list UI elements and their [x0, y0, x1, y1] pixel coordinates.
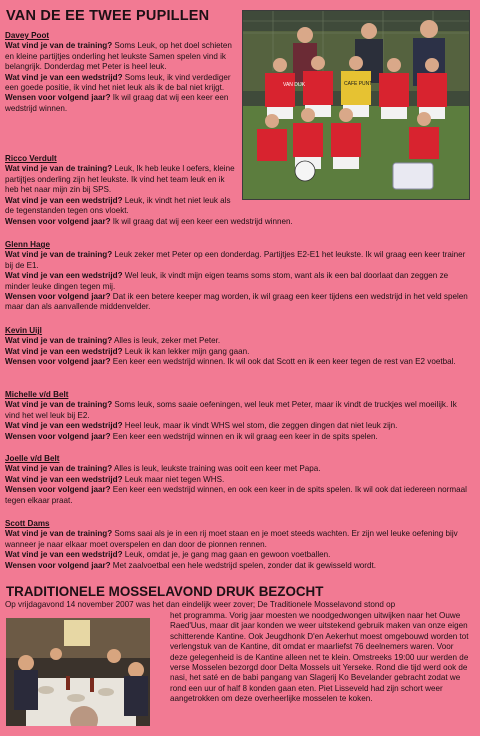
question-match: Wat vind je van een wedstrijd? — [5, 474, 123, 484]
answer-wishes: Ik wil graag dat wij een keer een wedstrijd winnen. — [110, 217, 293, 226]
article-body: het programma. Vorig jaar moesten we noodgedwongen uitwijken naar het Ouwe Raed'Uus, maar dit jaar konden we weer uitstekend gebruik maken van onze eigen schitterende Kantine. Ook Jeugdhonk D'en Aekerhut moest omgebouwd worden tot verlengstuk van de Kantine, dit omdat er maarliefst 76 deelnemers waren. Voor deze gelegenheid is de Kantine alleen net te klein. Omstreeks 19:00 uur werden de verse Mosselen bezorgd door Delta Mossels uit Yerseke. Rond die tijd werd ook de nasi, het saté en de babi pangang van Slagerij Ko Bevelander gebracht zodat we rond een uur of half 8 konden gaan eten. Piet Lisseveld had zijn schort weer aangetrokken om deze overheerlijke mosselen te koken. — [170, 611, 469, 704]
question-wishes: Wensen voor volgend jaar? — [5, 560, 111, 570]
interview-michelle — [5, 390, 471, 442]
question-training: Wat vind je van de training? — [5, 41, 113, 51]
team-photo-illustration — [243, 11, 469, 199]
answer-wishes: Ik wil graag dat wij een keer een wedstrijd winnen. — [5, 93, 229, 113]
interview-name: Michelle v/d Belt — [5, 390, 69, 399]
question-training: Wat vind je van de training? — [5, 400, 113, 410]
interview-kevin — [5, 326, 471, 368]
interview-name: Kevin Uijl — [5, 326, 42, 335]
jersey-text: VAN DIJK — [283, 82, 306, 88]
answer-match: Leuk maar niet tegen WHS. — [122, 474, 225, 484]
question-training: Wat vind je van de training? — [5, 529, 113, 539]
interview-ricco — [5, 154, 237, 216]
answer-training: Alles is leuk, zeker met Peter. — [112, 336, 221, 346]
interview-ricco-wishes — [5, 217, 471, 227]
question-training: Wat vind je van de training? — [5, 336, 113, 346]
sponsor-text: CAFE PUNT — [344, 81, 373, 87]
question-training: Wat vind je van de training? — [5, 164, 113, 174]
answer-training: Leuk, Ik heb leuke l oefers, kleine partijtjes onderling zijn het leukste. Ik vind het team leuk en ik heb het naar mijn zin bij SPS. — [5, 164, 235, 195]
answer-match: Heel leuk, maar ik vindt WHS wel stom, die zeggen dingen dat niet leuk zijn. — [122, 421, 398, 431]
answer-match: Leuk, omdat je, je gang mag gaan en gewoon voetballen. — [122, 550, 331, 560]
interview-name: Joelle v/d Belt — [5, 454, 60, 463]
interview-joelle — [5, 454, 471, 506]
answer-match: Soms leuk, ik vind verdediger een goede positie, ik vind het niet leuk als ik de bal niet krijgt. — [5, 72, 231, 93]
interview-name: Davey Poot — [5, 31, 50, 40]
question-wishes: Wensen voor volgend jaar? — [5, 93, 111, 103]
interview-name: Glenn Hage — [5, 240, 50, 249]
answer-match: Leuk ik kan lekker mijn gang gaan. — [122, 346, 250, 356]
answer-match: Leuk, ik vindt het niet leuk als de tegenstanden tegen ons vloekt. — [5, 195, 231, 216]
article-intro: Op vrijdagavond 14 november 2007 was het dan eindelijk weer zover; De Traditionele Mosselavond stond op — [5, 600, 396, 609]
answer-wishes: Een keer een wedstrijd winnen en ik wil graag een keer in de spits spelen. — [110, 431, 378, 441]
interview-davey — [5, 31, 237, 114]
answer-wishes: Met zaalvoetbal een hele wedstrijd spelen, zonder dat ik gewisseld wordt. — [110, 560, 376, 570]
answer-training: Soms Leuk, op het doel schieten en kleine partijtjes onderling het leukste Samen spelen vind ik belangrijk. Donderdag met Peter is heel leuk. — [5, 41, 232, 72]
question-training: Wat vind je van de training? — [5, 464, 113, 474]
question-training: Wat vind je van de training? — [5, 250, 113, 260]
page-title: VAN DE EE TWEE PUPILLEN — [6, 8, 210, 24]
interview-name: Ricco Verdult — [5, 154, 57, 163]
dinner-photo-illustration — [6, 618, 150, 726]
answer-wishes: Een keer een wedstrijd winnen, en ook een keer in de spits spelen. Ik wil ook dat iedereen normaal tegen elkaar praat. — [5, 485, 467, 505]
answer-wishes: Een keer een wedstrijd winnen. Ik wil ook dat Scott en ik een keer tegen de rest van E2 voetbal. — [110, 357, 456, 367]
interview-scott — [5, 519, 471, 571]
dinner-photo — [6, 618, 150, 726]
question-match: Wat vind je van een wedstrijd? — [5, 195, 123, 205]
answer-training: Leuk zeker met Peter op een donderdag. Partijtjes E2-E1 het leukste. Ik wil graag een keer trainer bij de E1. — [5, 250, 466, 270]
question-wishes: Wensen voor volgend jaar? — [5, 431, 111, 441]
answer-training: Soms leuk, soms saaie oefeningen, wel leuk met Peter, maar ik vindt de truckjes wel moeilijk. Ik vind het wel leuk bij E2. — [5, 400, 457, 420]
answer-match: Wel leuk, ik vindt mijn eigen teams soms stom, want als ik een bal doorlaat dan zeggen ze minder leuke dingen tegen mij. — [5, 271, 449, 291]
interview-name: Scott Dams — [5, 519, 50, 528]
question-wishes: Wensen voor volgend jaar? — [5, 292, 111, 302]
question-match: Wat vind je van een wedstrijd? — [5, 421, 123, 431]
question-match: Wat vind je van een wedstrijd? — [5, 271, 123, 281]
team-photo — [242, 10, 470, 200]
article-title: TRADITIONELE MOSSELAVOND DRUK BEZOCHT — [6, 584, 324, 599]
answer-training: Soms saai als je in een rij moet staan en je moet steeds wachten. Er zijn wel leuke oefening bijv wanneer je naar elkaar moet overspelen en dan door de pionnen rennen. — [5, 529, 458, 549]
question-wishes: Wensen voor volgend jaar? — [5, 357, 111, 367]
answer-wishes: Dat ik een betere keeper mag worden, ik wil graag een keer tijdens een wedstrijd in het veld spelen maar dan als aanvallende middenvelder. — [5, 292, 468, 312]
question-wishes: Wensen voor volgend jaar? — [5, 485, 111, 495]
answer-training: Alles is leuk, leukste training was ooit een keer met Papa. — [112, 464, 321, 474]
question-match: Wat vind je van een wedstrijd? — [5, 550, 123, 560]
interview-glenn — [5, 240, 471, 313]
question-match: Wat vind je van een wedstrijd? — [5, 346, 123, 356]
question-wishes: Wensen voor volgend jaar? — [5, 217, 111, 226]
question-match: Wat vind je van een wedstrijd? — [5, 72, 123, 82]
